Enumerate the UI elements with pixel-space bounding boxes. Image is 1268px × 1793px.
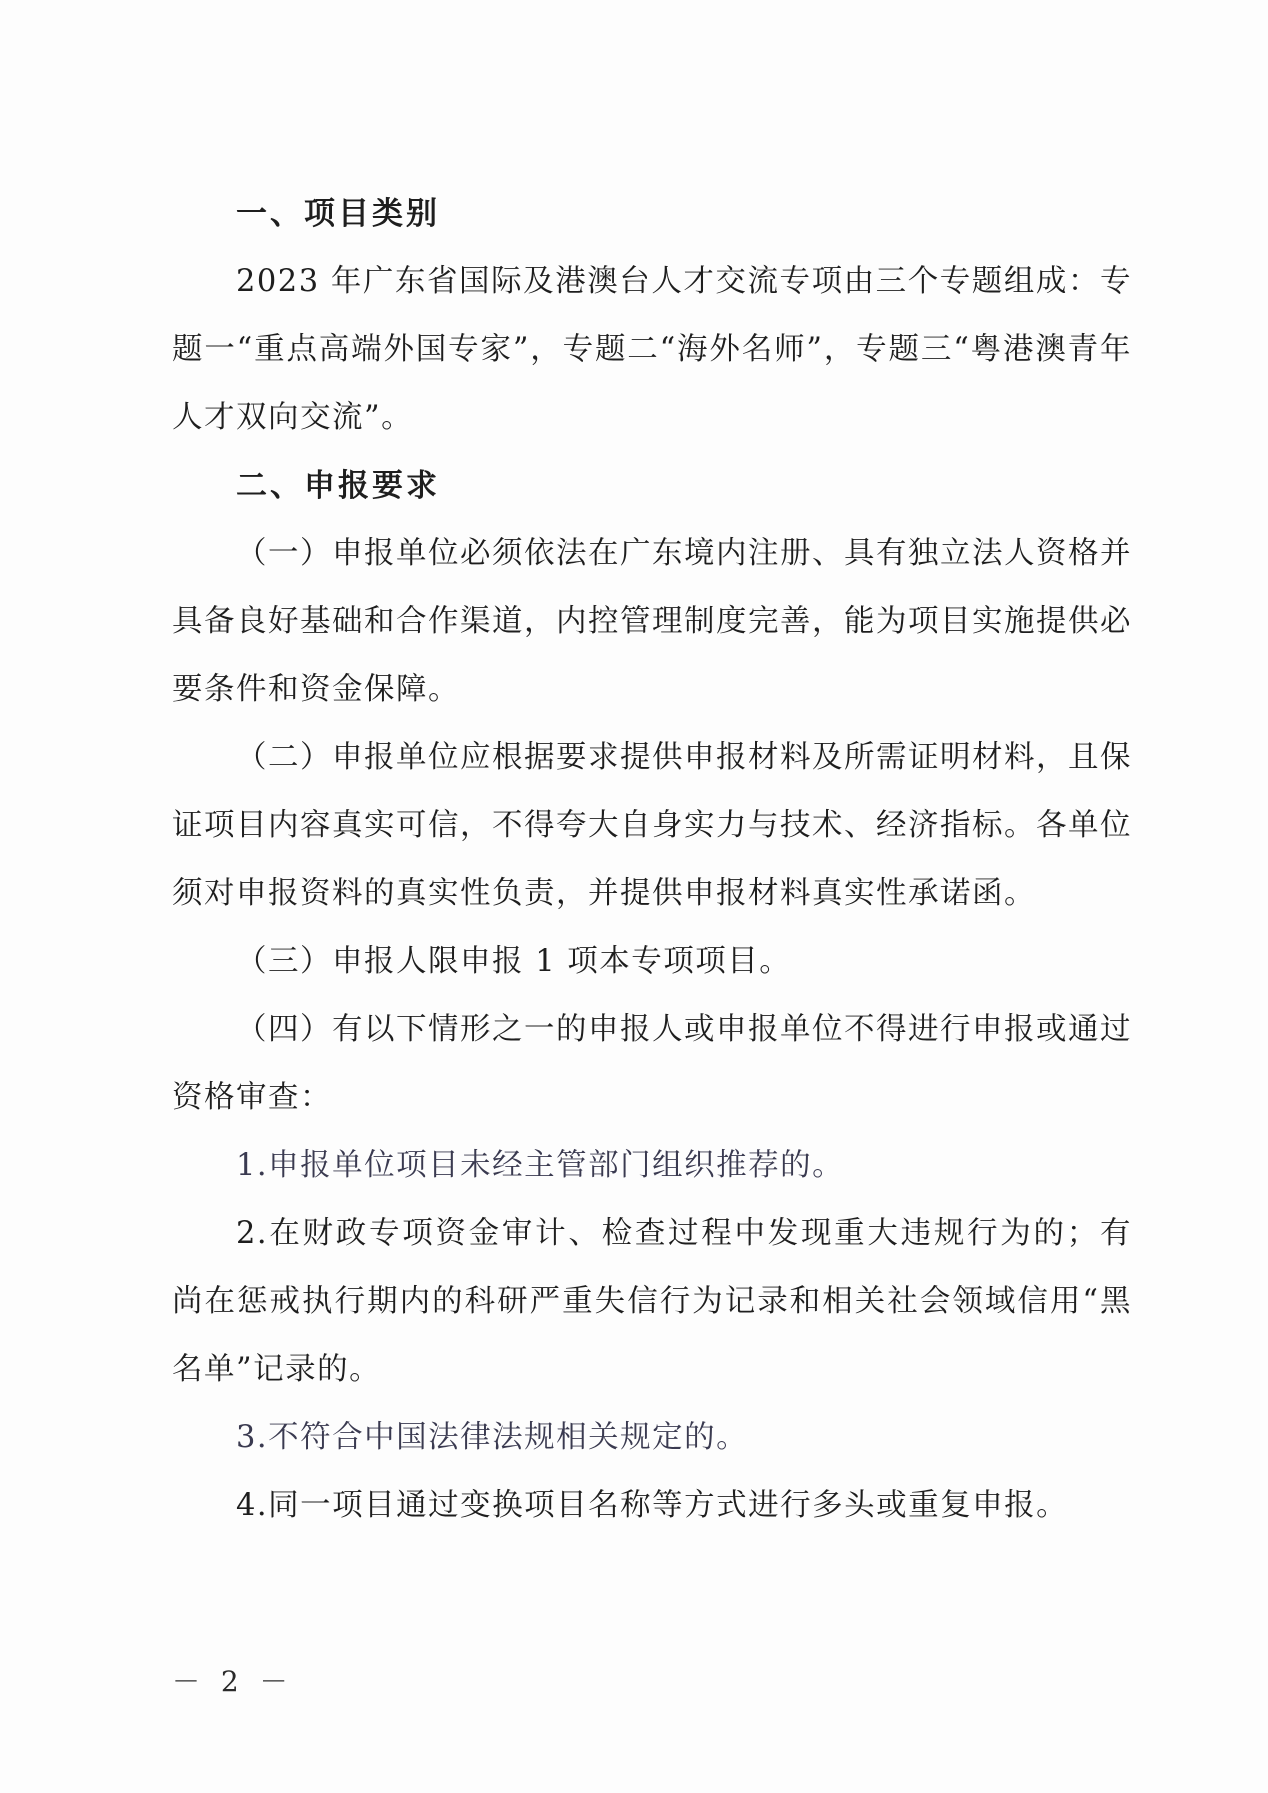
paragraph-requirement-1: （一）申报单位必须依法在广东境内注册、具有独立法人资格并具备良好基础和合作渠道，内控管理制度完善，能为项目实施提供必要条件和资金保障。	[172, 536, 1132, 707]
paragraph-requirement-3: （三）申报人限申报 1 项本专项项目。	[236, 944, 792, 979]
list-item-disqualification-2: 2.在财政专项资金审计、检查过程中发现重大违规行为的；有尚在惩戒执行期内的科研严重失信行为记录和相关社会领域信用“黑名单”记录的。	[172, 1216, 1132, 1387]
page-number: － 2 －	[172, 1665, 294, 1698]
paragraph-requirement-4: （四）有以下情形之一的申报人或申报单位不得进行申报或通过资格审查：	[172, 1012, 1132, 1115]
document-body	[172, 180, 1132, 1540]
list-item-disqualification-4: 4.同一项目通过变换项目名称等方式进行多头或重复申报。	[236, 1488, 1069, 1523]
paragraph-project-category-intro: 2023 年广东省国际及港澳台人才交流专项由三个专题组成：专题一“重点高端外国专家”，专题二“海外名师”，专题三“粤港澳青年人才双向交流”。	[172, 264, 1132, 435]
section-heading-project-category: 一、项目类别	[236, 196, 440, 232]
paragraph-requirement-2: （二）申报单位应根据要求提供申报材料及所需证明材料，且保证项目内容真实可信，不得夸大自身实力与技术、经济指标。各单位须对申报资料的真实性负责，并提供申报材料真实性承诺函。	[172, 740, 1132, 911]
list-item-disqualification-3: 3.不符合中国法律法规相关规定的。	[236, 1420, 749, 1455]
section-heading-application-requirements: 二、申报要求	[236, 468, 440, 504]
list-item-disqualification-1: 1.申报单位项目未经主管部门组织推荐的。	[236, 1148, 845, 1183]
